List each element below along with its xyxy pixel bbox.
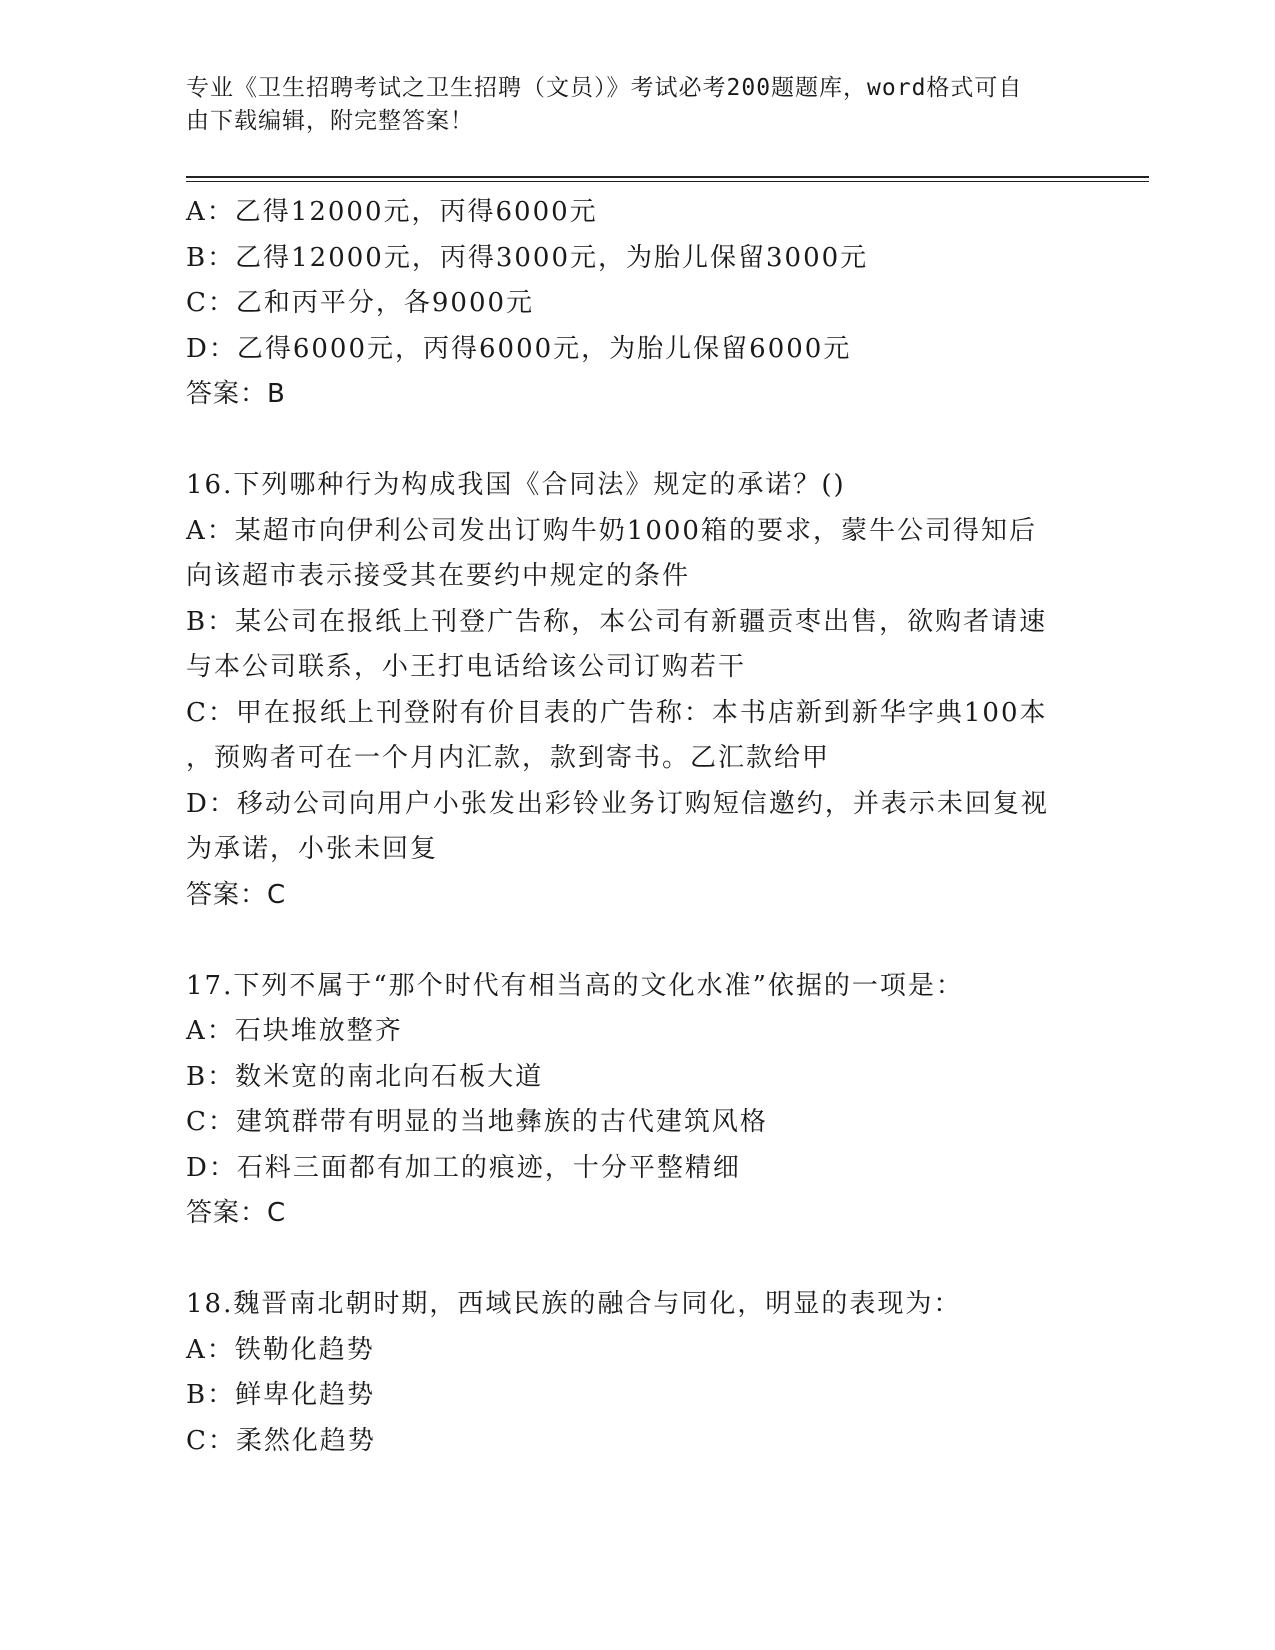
question-15-block bbox=[186, 190, 1086, 418]
spacer bbox=[186, 918, 1086, 964]
option-c: C：柔然化趋势 bbox=[186, 1425, 376, 1456]
option-c-continued: ，预购者可在一个月内汇款，款到寄书。乙汇款给甲 bbox=[186, 743, 831, 773]
option-a: A：石块堆放整齐 bbox=[186, 1016, 403, 1046]
option-c: C：建筑群带有明显的当地彝族的古代建筑风格 bbox=[186, 1107, 768, 1137]
spacer bbox=[186, 418, 1086, 464]
option-b: B：某公司在报纸上刊登广告称，本公司有新疆贡枣出售，欲购者请速 bbox=[186, 606, 1048, 637]
document-header bbox=[186, 72, 1086, 138]
option-c: C：甲在报纸上刊登附有价目表的广告称：本书店新到新华字典100本 bbox=[186, 697, 1048, 728]
option-b: B：乙得12000元，丙得3000元，为胎儿保留3000元 bbox=[186, 242, 869, 273]
question-18-block bbox=[186, 1282, 1086, 1464]
option-b: B：数米宽的南北向石板大道 bbox=[186, 1061, 544, 1092]
header-divider-thin bbox=[186, 181, 1149, 182]
question-16-block bbox=[186, 463, 1086, 918]
question-list bbox=[186, 190, 1086, 1464]
question-stem: 18.魏晋南北朝时期，西域民族的融合与同化，明显的表现为： bbox=[186, 1289, 962, 1319]
option-c: C：乙和丙平分，各9000元 bbox=[186, 288, 535, 318]
question-stem: 17.下列不属于“那个时代有相当高的文化水准”依据的一项是： bbox=[186, 970, 964, 1001]
answer-line: 答案：C bbox=[186, 1198, 287, 1228]
option-a: A：某超市向伊利公司发出订购牛奶1000箱的要求，蒙牛公司得知后 bbox=[186, 515, 1037, 546]
spacer bbox=[186, 1237, 1086, 1283]
answer-line: 答案：C bbox=[186, 879, 287, 910]
option-d: D：移动公司向用户小张发出彩铃业务订购短信邀约，并表示未回复视 bbox=[186, 788, 1049, 819]
question-17-block bbox=[186, 964, 1086, 1237]
option-b: B：鲜卑化趋势 bbox=[186, 1380, 376, 1410]
option-d-continued: 为承诺，小张未回复 bbox=[186, 834, 439, 864]
answer-line: 答案：B bbox=[186, 379, 286, 409]
option-a-continued: 向该超市表示接受其在要约中规定的条件 bbox=[186, 561, 691, 591]
option-a: A：乙得12000元，丙得6000元 bbox=[186, 197, 598, 227]
header-line-2: 由下载编辑，附完整答案！ bbox=[186, 108, 474, 134]
option-b-continued: 与本公司联系，小王打电话给该公司订购若干 bbox=[186, 652, 747, 682]
option-a: A：铁勒化趋势 bbox=[186, 1334, 375, 1365]
header-line-1: 专业《卫生招聘考试之卫生招聘（文员）》考试必考200题题库，word格式可自 bbox=[186, 75, 1023, 101]
option-d: D：石料三面都有加工的痕迹，十分平整精细 bbox=[186, 1152, 741, 1183]
option-d: D：乙得6000元，丙得6000元，为胎儿保留6000元 bbox=[186, 333, 852, 364]
question-stem: 16.下列哪种行为构成我国《合同法》规定的承诺？() bbox=[186, 470, 846, 500]
header-divider-thick bbox=[186, 176, 1149, 178]
